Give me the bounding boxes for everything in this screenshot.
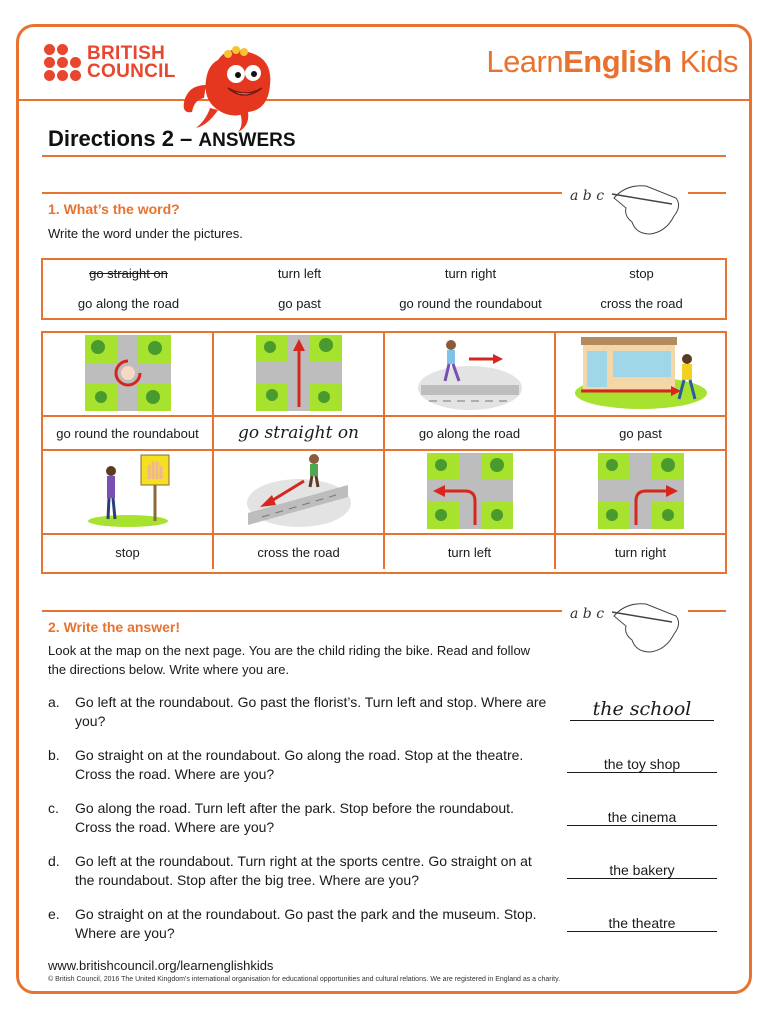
picture-cell — [385, 333, 556, 417]
picture-label: turn left — [385, 535, 556, 569]
section2-rule-left — [42, 610, 562, 612]
word-bank-item: stop — [629, 266, 654, 281]
question-a — [48, 693, 548, 731]
learnenglish-kids-logo: LearnEnglish Kids — [486, 44, 738, 79]
picture-label: go round the roundabout — [43, 417, 214, 451]
picture-cell — [214, 333, 385, 417]
svg-text:a b c: a b c — [570, 606, 605, 622]
picture-label-handwritten: go straight on — [214, 417, 385, 451]
word-bank-item: go straight on — [89, 266, 168, 281]
bc-logo-line2: COUNCIL — [87, 60, 176, 82]
walk-along-road-icon — [415, 333, 525, 413]
question-letter: c. — [48, 800, 59, 816]
word-bank-item: go along the road — [77, 296, 180, 311]
british-council-logo — [44, 44, 176, 81]
writing-hand-icon — [566, 596, 686, 658]
section1-rule-left — [42, 192, 562, 194]
straight-on-icon — [254, 333, 344, 413]
word-bank-item: go round the roundabout — [399, 296, 542, 311]
answer-line-a[interactable]: the school — [570, 698, 714, 721]
picture-cell — [43, 333, 214, 417]
turn-left-icon — [425, 451, 515, 531]
footer-copyright: © British Council, 2016 The United Kingdom’s international organisation for educational opportunities and cultural relations. We are registered in England as a charity. — [48, 976, 561, 983]
answer-line-e[interactable]: the theatre — [567, 915, 717, 932]
picture-cell — [556, 451, 727, 535]
stop-sign-icon — [73, 451, 183, 531]
bc-logo-line1: BRITISH — [87, 42, 166, 64]
section1-rule-right — [688, 192, 726, 194]
footer-url[interactable]: www.britishcouncil.org/learnenglishkids — [48, 958, 274, 973]
header-divider — [19, 99, 749, 101]
question-letter: a. — [48, 694, 60, 710]
question-letter: e. — [48, 906, 60, 922]
word-bank-item: turn left — [277, 266, 322, 281]
picture-label: go past — [556, 417, 727, 451]
picture-label: turn right — [556, 535, 727, 569]
answers-label: ANSWERS — [198, 130, 296, 151]
picture-grid — [41, 331, 727, 574]
question-c — [48, 799, 548, 837]
go-past-shop-icon — [571, 333, 711, 413]
page-title: Directions 2 – ANSWERS — [48, 126, 296, 151]
question-text: Go straight on at the roundabout. Go past the park and the museum. Stop. Where are you? — [75, 906, 537, 941]
answer-line-d[interactable]: the bakery — [567, 862, 717, 879]
question-d — [48, 852, 548, 890]
word-bank — [41, 258, 727, 320]
turn-right-icon — [596, 451, 686, 531]
title-divider — [42, 155, 726, 157]
question-letter: d. — [48, 853, 60, 869]
question-text: Go left at the roundabout. Turn right at the sports centre. Go straight on at the roundabout. Stop after the big tree. Where are you? — [75, 853, 532, 888]
cross-road-icon — [244, 451, 354, 531]
question-letter: b. — [48, 747, 60, 763]
svg-text:a b c: a b c — [570, 188, 605, 204]
question-text: Go along the road. Turn left after the park. Stop before the roundabout. Cross the road. Where are you? — [75, 800, 514, 835]
section2-instruction: Look at the map on the next page. You are the child riding the bike. Read and follow the directions below. Write where you are. — [48, 643, 531, 677]
question-b — [48, 746, 548, 784]
picture-cell — [385, 451, 556, 535]
answer-line-c[interactable]: the cinema — [567, 809, 717, 826]
picture-label: stop — [43, 535, 214, 569]
word-bank-item: turn right — [444, 266, 497, 281]
question-e — [48, 905, 548, 943]
british-council-dots-icon — [44, 44, 81, 81]
question-text: Go straight on at the roundabout. Go along the road. Stop at the theatre. Cross the road. Where are you? — [75, 747, 524, 782]
picture-cell — [43, 451, 214, 535]
section1-instruction: Write the word under the pictures. — [48, 226, 243, 241]
word-bank-item: cross the road — [600, 296, 683, 311]
picture-label: go along the road — [385, 417, 556, 451]
monster-mascot-icon — [178, 40, 278, 132]
roundabout-icon — [83, 333, 173, 413]
word-bank-item: go past — [278, 296, 321, 311]
section2-title: 2. Write the answer! — [48, 619, 181, 635]
picture-cell — [214, 451, 385, 535]
picture-label: cross the road — [214, 535, 385, 569]
answer-line-b[interactable]: the toy shop — [567, 756, 717, 773]
question-text: Go left at the roundabout. Go past the florist’s. Turn left and stop. Where are you? — [75, 694, 547, 729]
picture-cell — [556, 333, 727, 417]
section2-rule-right — [688, 610, 726, 612]
writing-hand-icon — [566, 176, 686, 238]
section1-title: 1. What’s the word? — [48, 201, 180, 217]
